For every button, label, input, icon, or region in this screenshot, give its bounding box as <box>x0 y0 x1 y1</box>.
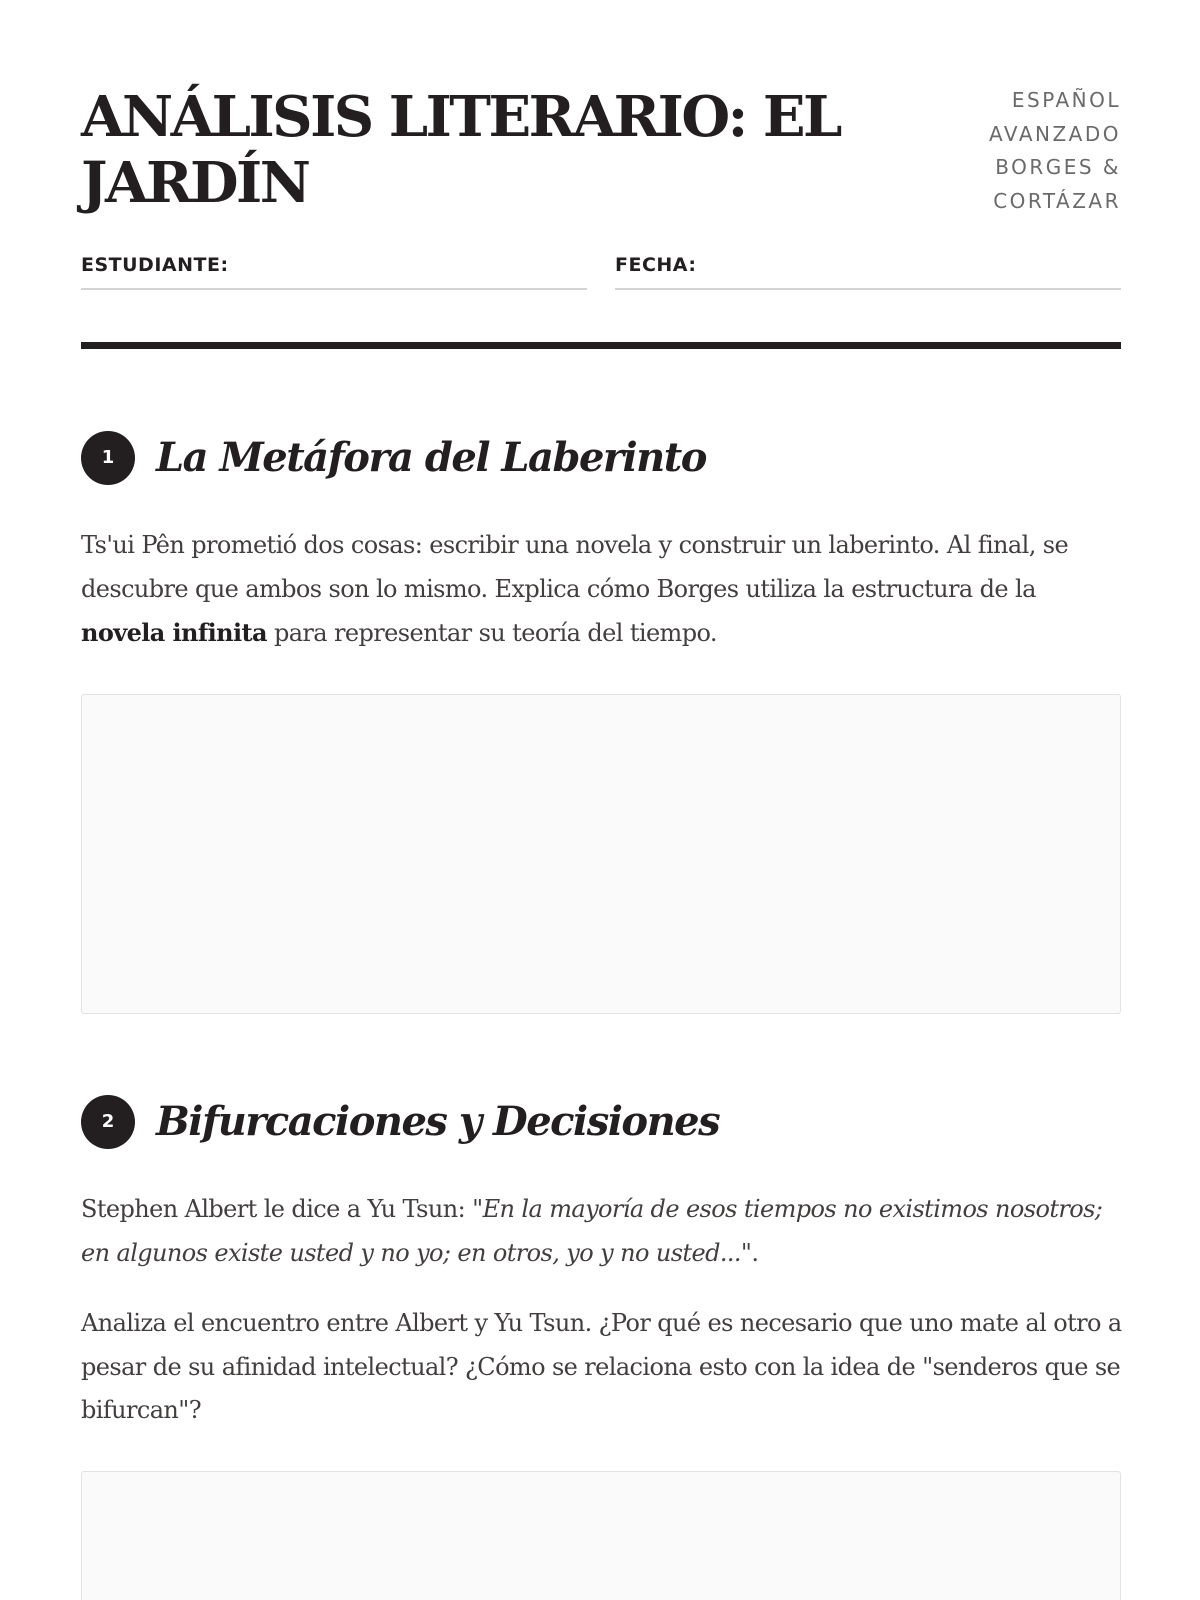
date-field[interactable] <box>615 254 1121 290</box>
worksheet-title: ANÁLISIS LITERARIO: EL JARDÍN <box>81 84 840 216</box>
question-number-badge: 2 <box>81 1095 135 1149</box>
question-emphasis: novela infinita <box>81 618 267 647</box>
question-1-header <box>81 431 1121 485</box>
header-divider <box>81 342 1121 349</box>
date-label: FECHA: <box>615 254 697 276</box>
answer-box-2[interactable] <box>81 1471 1121 1600</box>
answer-box-1[interactable] <box>81 694 1121 1014</box>
course-line: AVANZADO <box>989 121 1121 146</box>
question-2-header <box>81 1095 1121 1149</box>
question-2-quote-paragraph <box>81 1188 1126 1275</box>
course-info <box>989 84 1121 218</box>
question-number-badge: 1 <box>81 431 135 485</box>
question-title: Bifurcaciones y Decisiones <box>156 1098 720 1145</box>
question-text-part: Ts'ui Pên prometió dos cosas: escribir una novela y construir un laberinto. Al final, se descubre que ambos son lo mismo. Explica cómo Borges utiliza la estructura de la <box>81 531 1069 603</box>
quote-end: . <box>751 1238 759 1267</box>
student-label: ESTUDIANTE: <box>81 254 229 276</box>
question-text-part: para representar su teoría del tiempo. <box>266 619 717 647</box>
quote-text: "En la mayoría de esos tiempos no existimos nosotros; en algunos existe usted y no yo; en otros, yo y no usted..." <box>81 1195 1103 1267</box>
course-line: ESPAÑOL <box>1011 88 1121 112</box>
course-line: BORGES & <box>995 155 1121 179</box>
question-title: La Metáfora del Laberinto <box>156 434 706 481</box>
course-line: CORTÁZAR <box>993 188 1121 213</box>
quote-intro: Stephen Albert le dice a Yu Tsun: <box>81 1195 473 1223</box>
question-1-text <box>81 524 1126 656</box>
student-name-field[interactable] <box>81 254 587 290</box>
question-2-prompt: Analiza el encuentro entre Albert y Yu Tsun. ¿Por qué es necesario que uno mate al otro a pesar de su afinidad intelectual? ¿Cómo se relaciona esto con la idea de "senderos que se bifurcan"? <box>81 1309 1122 1424</box>
